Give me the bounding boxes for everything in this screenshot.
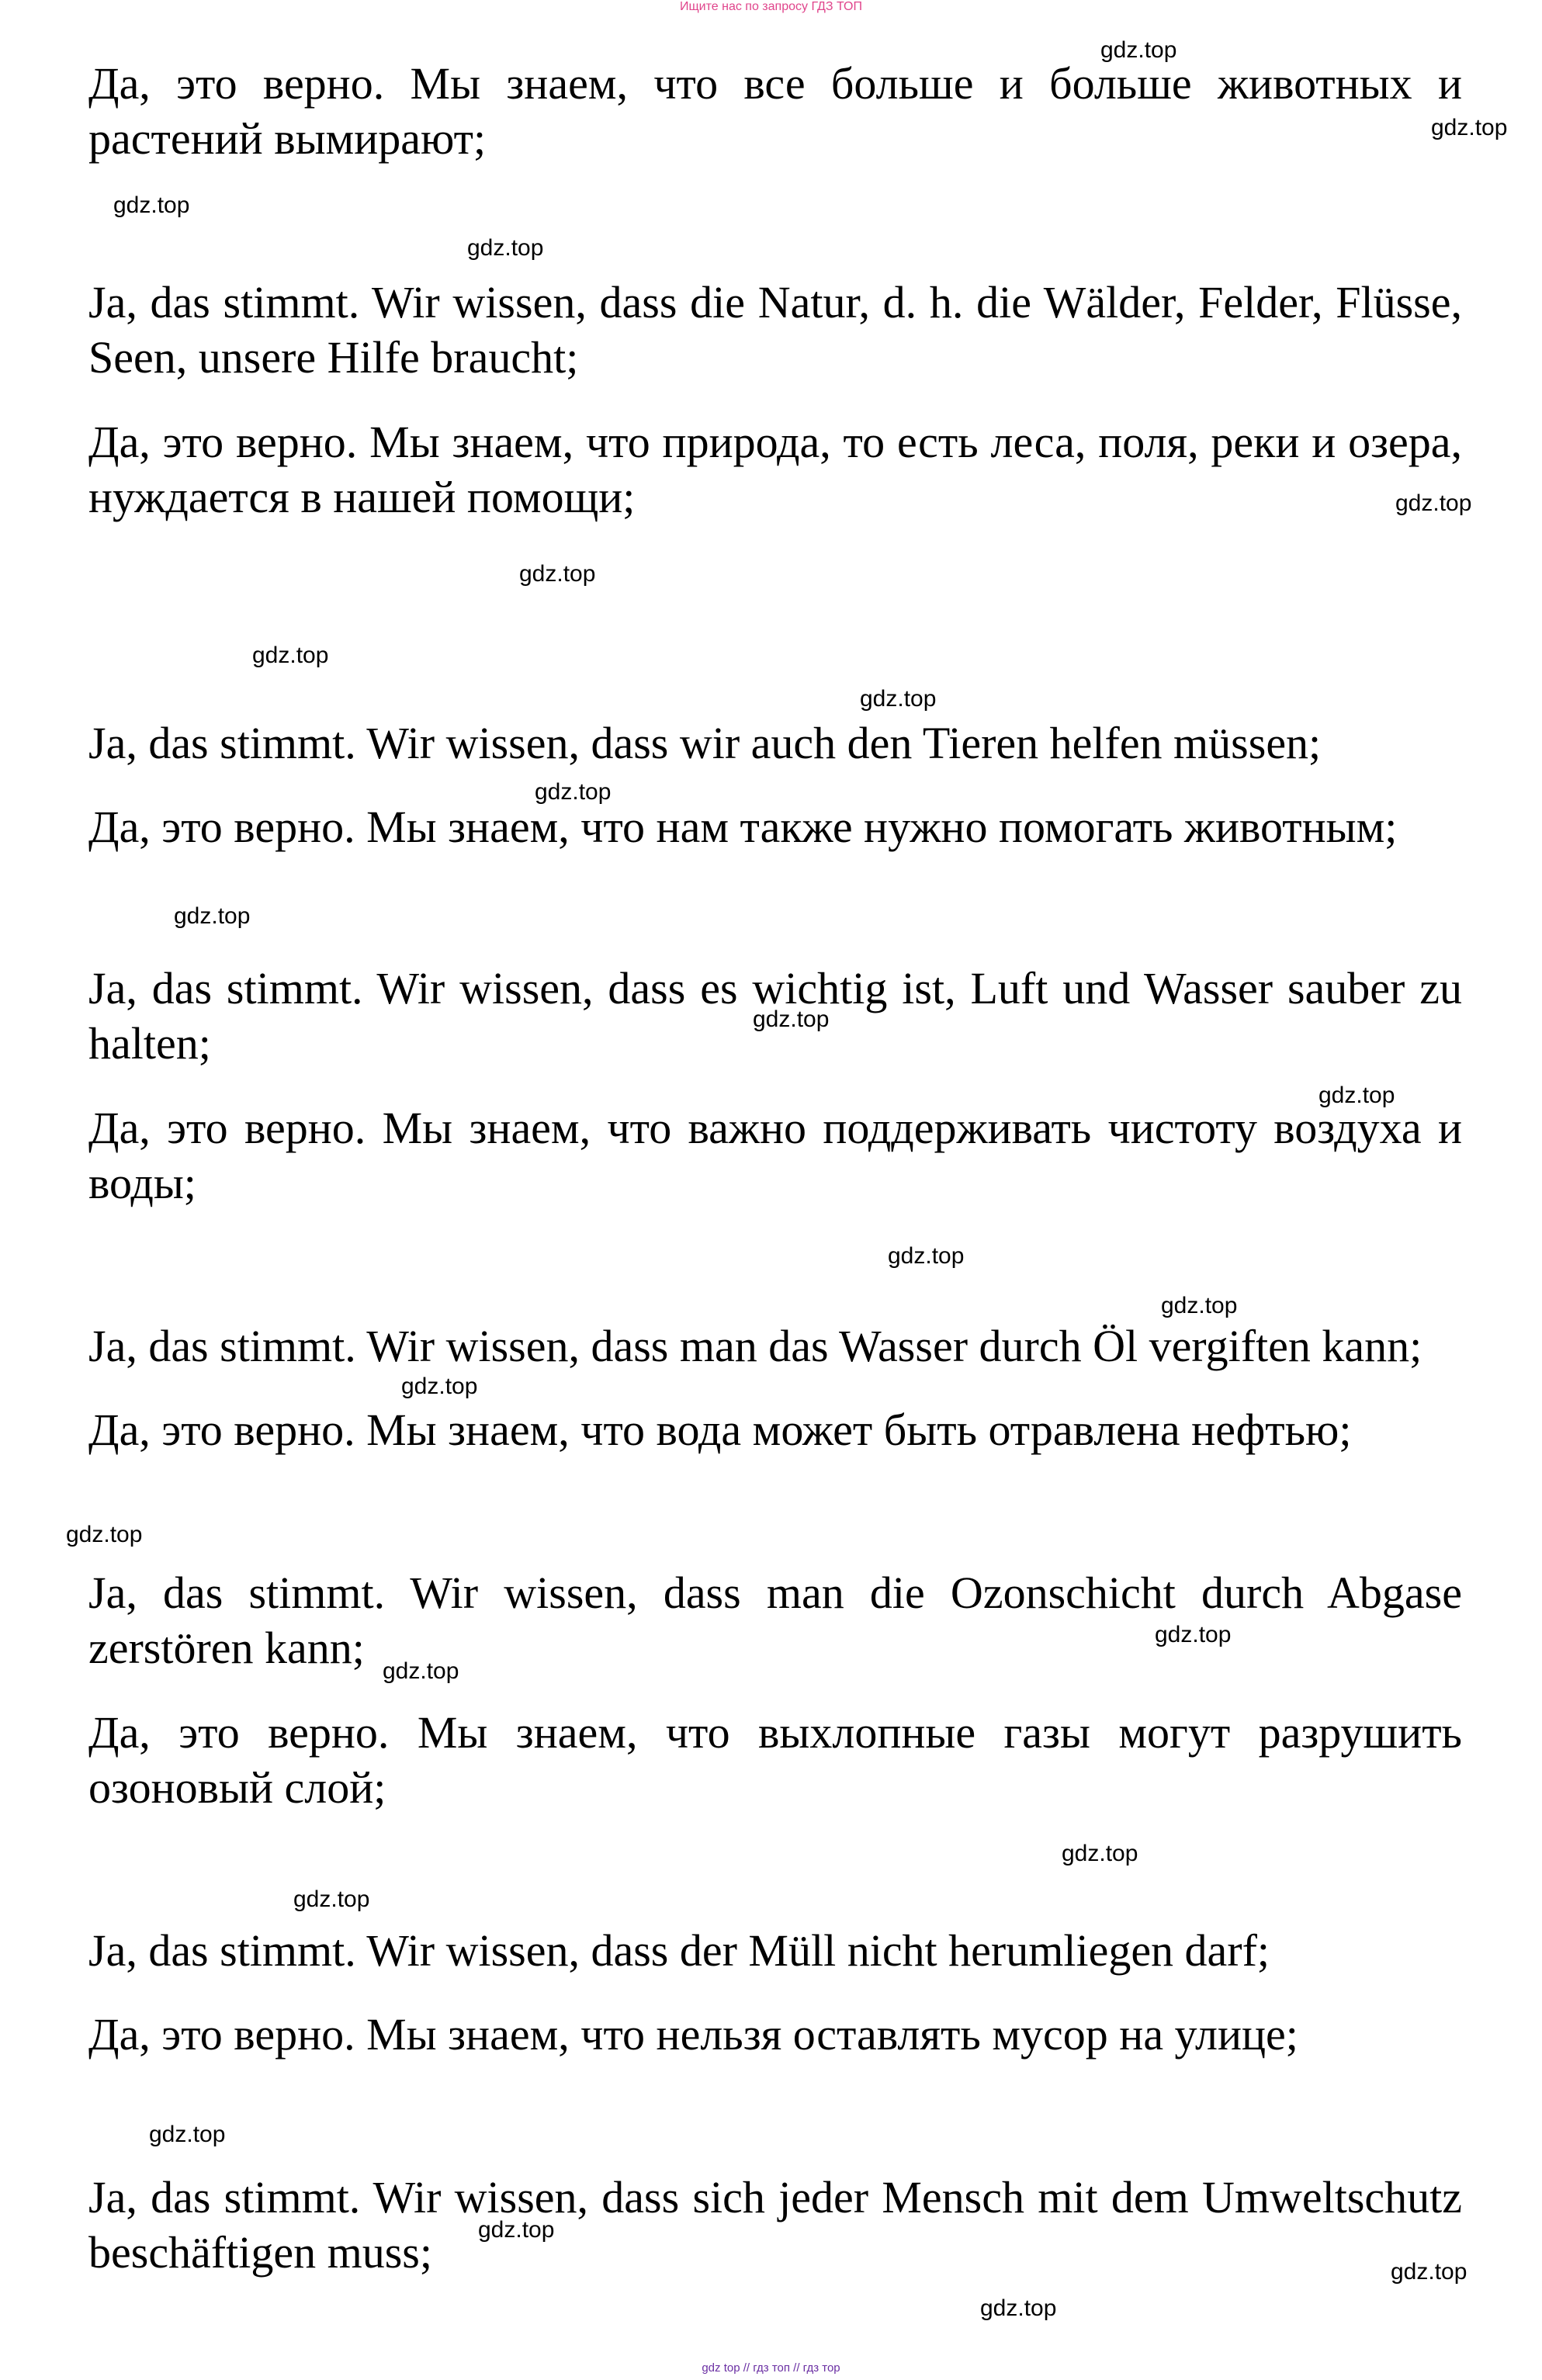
paragraph-14: Ja, das stimmt. Wir wissen, dass sich jeder Mensch mit dem Umweltschutz beschäftigen muss; bbox=[88, 2172, 1462, 2278]
watermark: gdz.top bbox=[1431, 115, 1508, 140]
paragraph-9: Да, это верно. Мы знаем, что вода может быть отравлена нефтью; bbox=[88, 1405, 1352, 1455]
watermark: gdz.top bbox=[1155, 1622, 1232, 1647]
paragraph-11: Да, это верно. Мы знаем, что выхлопные газы могут разрушить озоновый слой; bbox=[88, 1707, 1462, 1813]
watermark: gdz.top bbox=[401, 1374, 478, 1399]
watermark: gdz.top bbox=[535, 779, 612, 805]
watermark: gdz.top bbox=[860, 686, 937, 712]
watermark: gdz.top bbox=[66, 1522, 143, 1547]
paragraph-4: Ja, das stimmt. Wir wissen, dass wir auch den Tieren helfen müssen; bbox=[88, 718, 1322, 768]
paragraph-2: Ja, das stimmt. Wir wissen, dass die Natur, d. h. die Wälder, Felder, Flüsse, Seen, unsere Hilfe braucht; bbox=[88, 277, 1462, 383]
paragraph-10: Ja, das stimmt. Wir wissen, dass man die Ozonschicht durch Abgase zerstören kann; bbox=[88, 1568, 1462, 1673]
watermark: gdz.top bbox=[1161, 1293, 1238, 1318]
watermark: gdz.top bbox=[467, 235, 544, 261]
watermark: gdz.top bbox=[1100, 37, 1177, 63]
paragraph-13: Да, это верно. Мы знаем, что нельзя оставлять мусор на улице; bbox=[88, 2009, 1298, 2060]
paragraph-5: Да, это верно. Мы знаем, что нам также нужно помогать животным; bbox=[88, 802, 1398, 852]
top-banner: Ищите нас по запросу ГДЗ ТОП bbox=[680, 0, 862, 13]
paragraph-1: Да, это верно. Мы знаем, что все больше и больше животных и растений вымирают; bbox=[88, 58, 1462, 164]
bottom-banner: gdz top // гдз топ // гдз тор bbox=[702, 2361, 840, 2375]
watermark: gdz.top bbox=[174, 903, 251, 929]
paragraph-3: Да, это верно. Мы знаем, что природа, то есть леса, поля, реки и озера, нуждается в нашей помощи; bbox=[88, 417, 1462, 522]
paragraph-7: Да, это верно. Мы знаем, что важно поддерживать чистоту воздуха и воды; bbox=[88, 1103, 1462, 1208]
paragraph-12: Ja, das stimmt. Wir wissen, dass der Müll nicht herumliegen darf; bbox=[88, 1925, 1270, 1976]
watermark: gdz.top bbox=[149, 2122, 226, 2147]
watermark: gdz.top bbox=[1062, 1841, 1138, 1866]
watermark: gdz.top bbox=[980, 2295, 1057, 2321]
watermark: gdz.top bbox=[252, 643, 329, 668]
watermark: gdz.top bbox=[478, 2217, 555, 2243]
watermark: gdz.top bbox=[519, 561, 596, 587]
watermark: gdz.top bbox=[383, 1658, 459, 1684]
watermark: gdz.top bbox=[293, 1886, 370, 1912]
paragraph-6: Ja, das stimmt. Wir wissen, dass es wichtig ist, Luft und Wasser sauber zu halten; bbox=[88, 963, 1462, 1069]
watermark: gdz.top bbox=[1318, 1083, 1395, 1108]
paragraph-8: Ja, das stimmt. Wir wissen, dass man das Wasser durch Öl vergiften kann; bbox=[88, 1321, 1422, 1371]
watermark: gdz.top bbox=[753, 1006, 830, 1032]
watermark: gdz.top bbox=[1391, 2259, 1467, 2285]
watermark: gdz.top bbox=[1395, 490, 1472, 516]
watermark: gdz.top bbox=[113, 192, 190, 218]
watermark: gdz.top bbox=[888, 1243, 965, 1269]
